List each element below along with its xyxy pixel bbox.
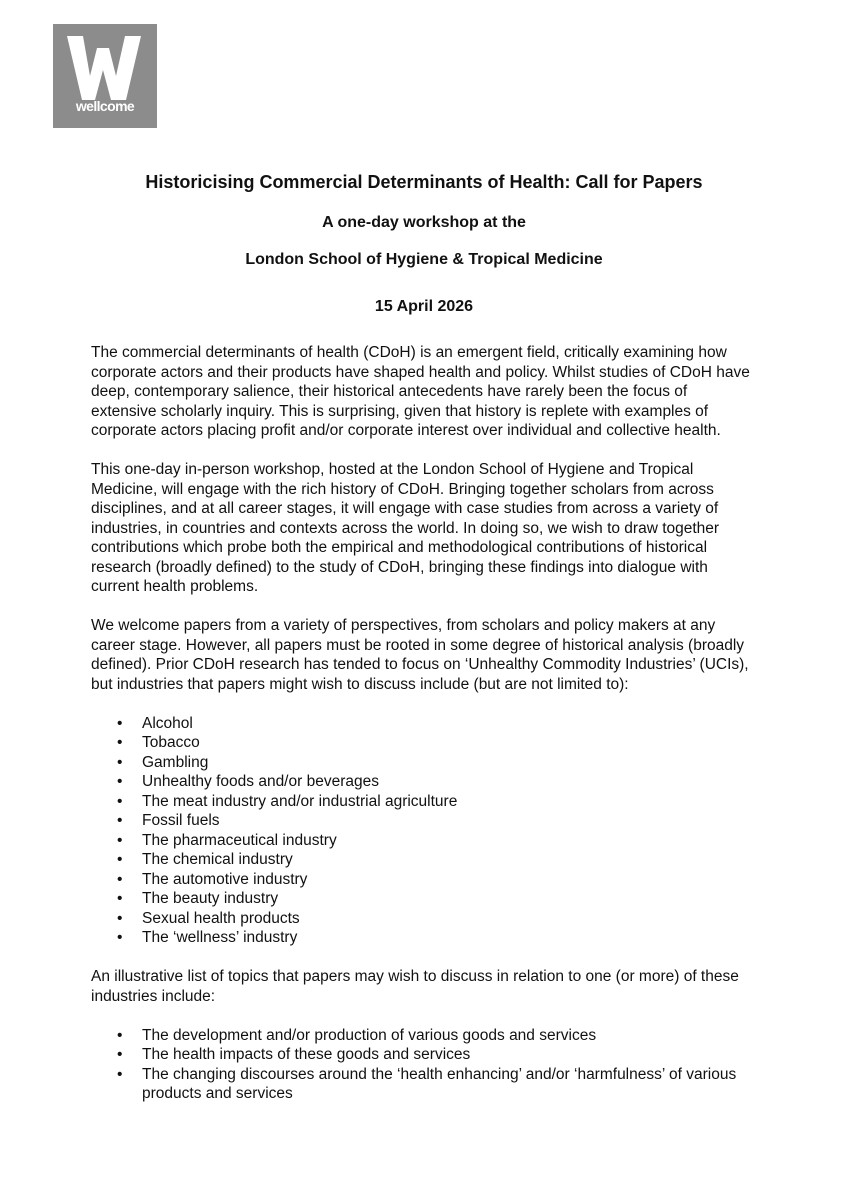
- list-item: [91, 753, 751, 773]
- document-body: [91, 343, 751, 1123]
- list-item-text: The beauty industry: [142, 890, 279, 907]
- workshop-paragraph: This one-day in-person workshop, hosted at the London School of Hygiene and Tropical Medicine, will engage with the rich history of CDoH. Bringing together scholars from across disciplines, and at all career stages, it will engage with case studies from across a variety of industries, in countries and contexts across the world. In doing so, we wish to draw together contributions which probe both the empirical and methodological contributions of historical research (broadly defined) to the study of CDoH, bringing these findings into dialogue with current health problems.: [91, 461, 720, 595]
- call-paragraph: We welcome papers from a variety of perspectives, from scholars and policy makers at any career stage. However, all papers must be rooted in some degree of historical analysis (broadly defined). Prior CDoH research has tended to focus on ‘Unhealthy Commodity Industries’ (UCIs), but industries that papers might wish to discuss include (but are not limited to):: [91, 617, 749, 693]
- bullet-icon: •: [117, 773, 123, 790]
- bullet-icon: •: [117, 734, 123, 751]
- list-item: [91, 733, 751, 753]
- bullet-icon: •: [117, 792, 123, 810]
- subtitle-workshop: A one-day workshop at the: [322, 214, 526, 231]
- list-item-text: The pharmaceutical industry: [142, 831, 337, 849]
- list-item-text: Alcohol: [142, 714, 193, 732]
- bullet-icon: •: [117, 831, 123, 849]
- list-item-text: The meat industry and/or industrial agriculture: [142, 792, 458, 810]
- list-item-text: Sexual health products: [142, 909, 300, 927]
- list-item-text: The chemical industry: [142, 851, 293, 868]
- document-title: Historicising Commercial Determinants of Health: Call for Papers: [145, 172, 703, 192]
- topics-intro-paragraph: An illustrative list of topics that papers may wish to discuss in relation to one (or more) of these industries include:: [91, 968, 739, 1005]
- bullet-icon: •: [117, 753, 123, 771]
- bullet-icon: •: [117, 714, 123, 732]
- list-item-text: Gambling: [142, 753, 209, 771]
- list-item-text: The health impacts of these goods and services: [142, 1046, 471, 1063]
- list-item: [91, 909, 751, 929]
- list-item: [91, 772, 751, 792]
- bullet-icon: •: [117, 1026, 123, 1044]
- list-item: [91, 1026, 751, 1046]
- bullet-icon: •: [117, 851, 123, 868]
- logo-wordmark: wellcome: [75, 98, 135, 114]
- list-item-text: Tobacco: [142, 734, 200, 751]
- bullet-icon: •: [117, 1065, 123, 1083]
- list-item-text: The automotive industry: [142, 870, 308, 888]
- list-item: [91, 831, 751, 851]
- list-item: [91, 714, 751, 734]
- bullet-icon: •: [117, 812, 123, 829]
- list-item: [91, 889, 751, 909]
- bullet-icon: •: [117, 909, 123, 927]
- industries-list: [91, 714, 751, 948]
- workshop-date: 15 April 2026: [374, 298, 474, 315]
- list-item: [91, 870, 751, 890]
- wellcome-logo: [53, 24, 157, 128]
- intro-paragraph: The commercial determinants of health (CDoH) is an emergent field, critically examining how corporate actors and their products have shaped health and policy. Whilst studies of CDoH have deep, contemporary salience, their historical antecedents have rarely been the focus of extensive scholarly inquiry. This is surprising, given that history is replete with examples of corporate actors placing profit and/or corporate interest over individual and collective health.: [91, 344, 750, 439]
- bullet-icon: •: [117, 1046, 123, 1063]
- list-item: [91, 792, 751, 812]
- bullet-icon: •: [117, 929, 123, 946]
- list-item: [91, 850, 751, 870]
- bullet-icon: •: [117, 890, 123, 907]
- list-item-text: The changing discourses around the ‘health enhancing’ and/or ‘harmfulness’ of various products and services: [142, 1065, 737, 1102]
- subtitle-venue: London School of Hygiene & Tropical Medicine: [245, 251, 603, 268]
- topics-list: [91, 1026, 751, 1104]
- list-item: [91, 1065, 751, 1104]
- list-item: [91, 928, 751, 948]
- bullet-icon: •: [117, 870, 123, 888]
- list-item-text: Fossil fuels: [142, 812, 220, 829]
- list-item: [91, 1045, 751, 1065]
- list-item-text: The ‘wellness’ industry: [142, 929, 298, 946]
- list-item-text: The development and/or production of various goods and services: [142, 1026, 597, 1044]
- list-item: [91, 811, 751, 831]
- list-item-text: Unhealthy foods and/or beverages: [142, 773, 379, 790]
